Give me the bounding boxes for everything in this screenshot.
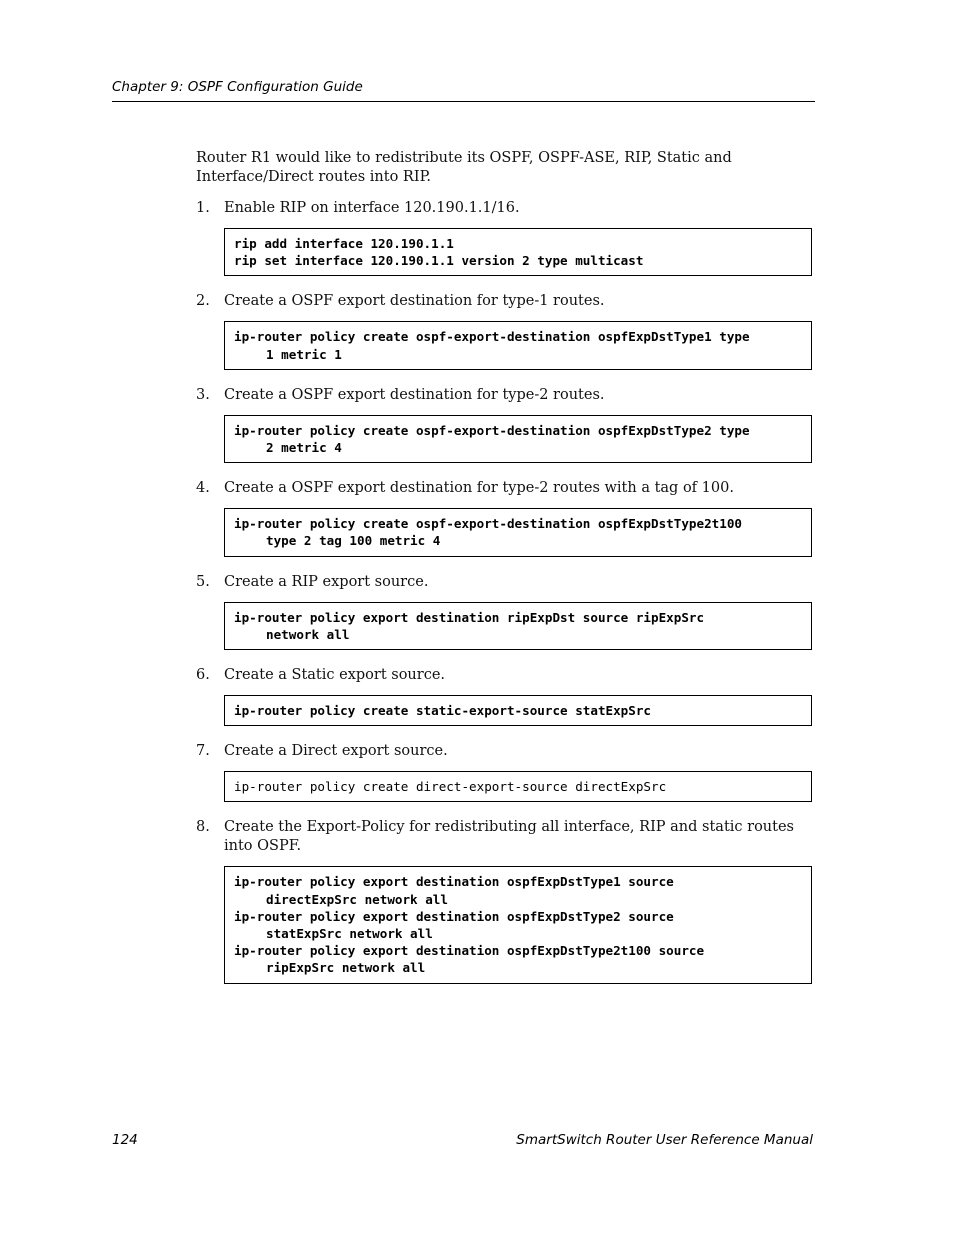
step-number: 6. [196,667,210,684]
code-line: ip-router policy create direct-export-source directExpSrc [234,779,667,795]
step-number: 4. [196,480,210,497]
code-line: ip-router policy create ospf-export-destination ospfExpDstType1 type [234,329,750,345]
code-line: ip-router policy export destination ospfExpDstType2t100 source [234,943,705,959]
code-line: rip set interface 120.190.1.1 version 2 type multicast [234,253,644,269]
running-header [112,79,815,102]
code-block-5 [224,602,812,650]
step-number: 5. [196,573,210,590]
step-7 [196,742,816,761]
code-line: ip-router policy export destination ospfExpDstType1 source [234,874,674,890]
code-line: ip-router policy create static-export-source statExpSrc [234,703,652,719]
step-8 [196,818,816,856]
code-line: network all [266,626,350,642]
page-number: 124 [112,1132,138,1148]
code-line: directExpSrc network all [266,891,448,907]
code-line: ip-router policy export destination ospfExpDstType2 source [234,908,674,924]
code-line: rip add interface 120.190.1.1 [234,236,454,251]
step-text: Create the Export-Policy for redistributing all interface, RIP and static routes into OSPF. [224,819,794,855]
step-5 [196,573,816,592]
code-line: ripExpSrc network all [266,960,426,976]
code-block-3 [224,415,812,463]
step-text: Create a Direct export source. [224,743,448,760]
step-3 [196,386,816,405]
intro-paragraph: Router R1 would like to redistribute its OSPF, OSPF-ASE, RIP, Static and Interface/Direct routes into RIP. [196,150,732,185]
code-block-1 [224,228,812,276]
step-number: 3. [196,386,210,403]
step-6 [196,666,816,685]
step-text: Create a Static export source. [224,667,446,684]
step-number: 2. [196,293,210,310]
code-line: 2 metric 4 [266,440,342,456]
step-1 [196,199,816,218]
code-block-4 [224,508,812,556]
step-number: 7. [196,743,210,760]
code-line: statExpSrc network all [266,926,433,942]
code-line: ip-router policy create ospf-export-destination ospfExpDstType2 type [234,422,750,438]
step-text: Enable RIP on interface 120.190.1.1/16. [224,200,520,216]
code-block-2 [224,321,812,369]
code-line: 1 metric 1 [266,346,342,362]
code-line: ip-router policy export destination ripExpDst source ripExpSrc [234,609,705,625]
step-text: Create a RIP export source. [224,573,429,590]
manual-title: SmartSwitch Router User Reference Manual [516,1132,813,1148]
step-number: 1. [196,200,210,216]
page-body [196,149,816,1000]
step-text: Create a OSPF export destination for type-1 routes. [224,293,605,310]
step-text: Create a OSPF export destination for type-2 routes. [224,386,605,403]
code-block-7 [224,771,812,802]
step-number: 8. [196,819,210,836]
step-2 [196,292,816,311]
step-text: Create a OSPF export destination for type-2 routes with a tag of 100. [224,480,734,497]
code-block-6 [224,695,812,726]
step-4 [196,479,816,498]
code-line: type 2 tag 100 metric 4 [266,533,441,549]
chapter-title: Chapter 9: OSPF Configuration Guide [112,79,363,95]
code-block-8 [224,866,812,983]
code-line: ip-router policy create ospf-export-destination ospfExpDstType2t100 [234,516,742,532]
